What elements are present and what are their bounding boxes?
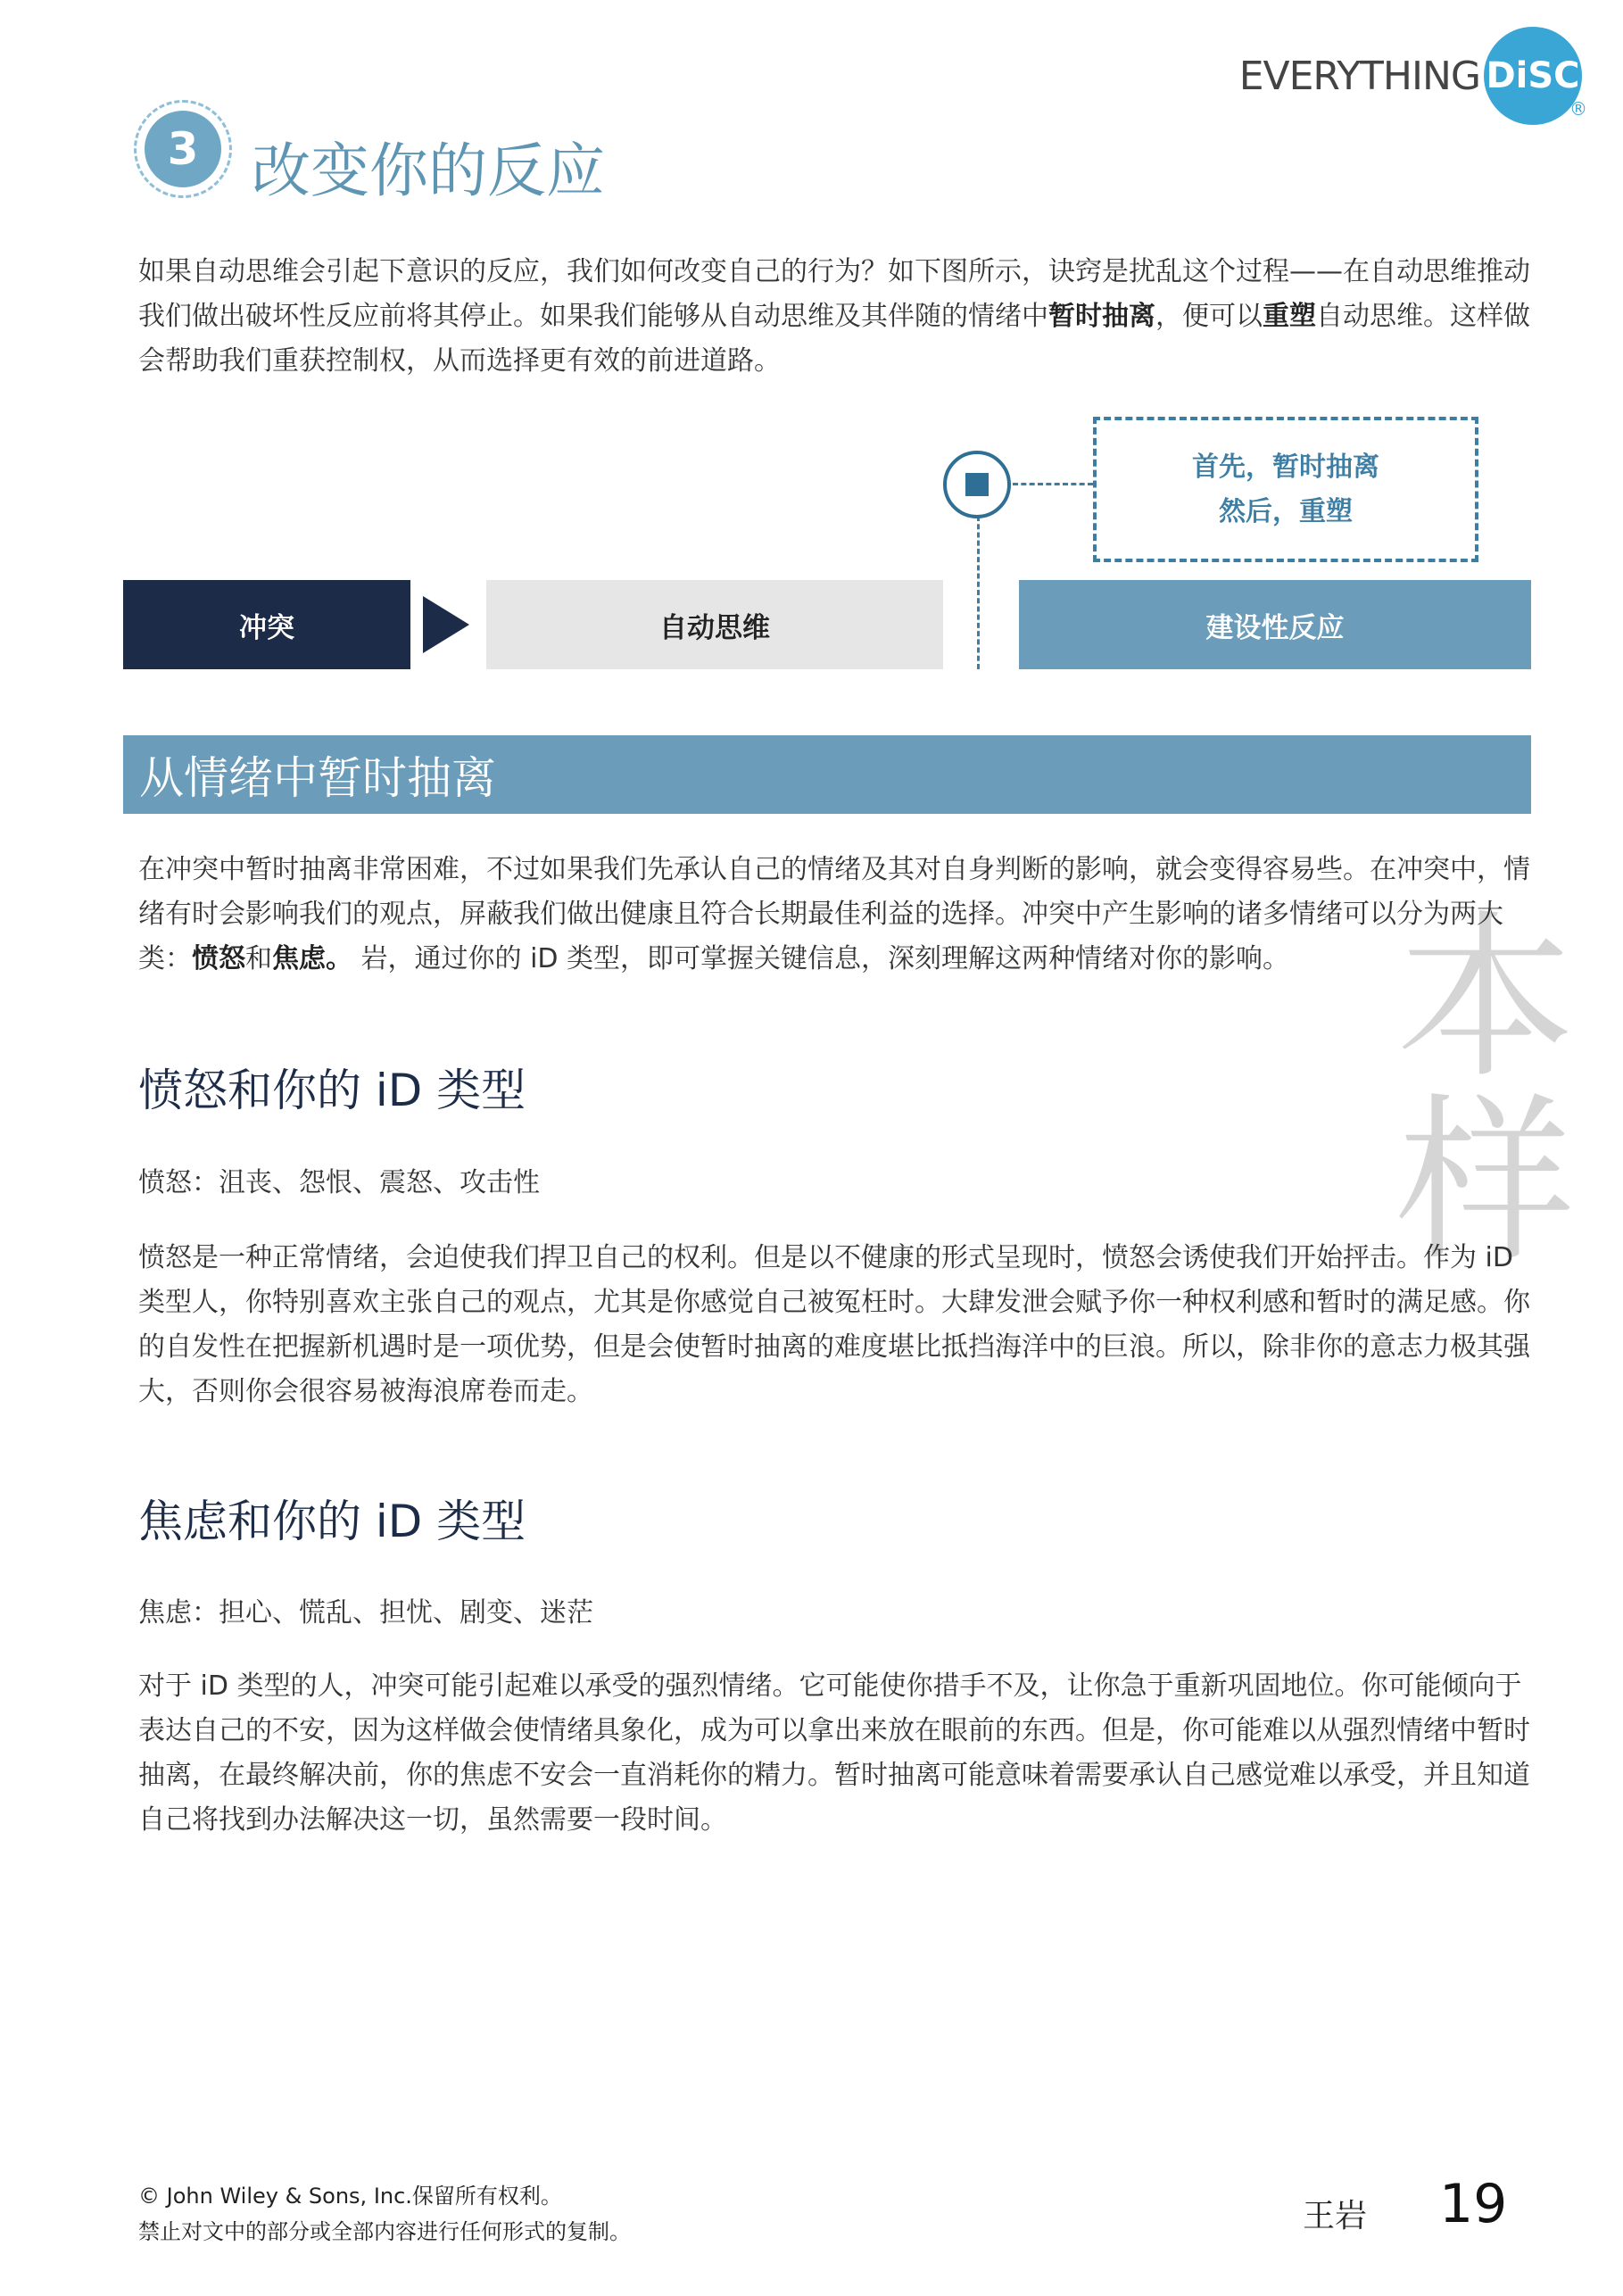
anger-paragraph: 愤怒是一种正常情绪，会迫使我们捍卫自己的权利。但是以不健康的形式呈现时，愤怒会诱使我们开始抨击。作为 iD 类型人，你特别喜欢主张自己的观点，尤其是你感觉自己被冤枉时。大肆发泄会赋予你一种权利感和暂时的满足感。你的自发性在把握新机遇时是一项优势，但是会使暂时抽离的难度堪比抵挡海洋中的巨浪。所以，除非你的意志力极其强大，否则你会很容易被海浪席卷而走。 (138, 1242, 1530, 1407)
anger-emotions: 愤怒：沮丧、怨恨、震怒、攻击性 (138, 1167, 540, 1198)
intro-bold-1: 暂时抽离 (1048, 301, 1155, 332)
watermark-char-2: 样 (1396, 1078, 1576, 1286)
registered-mark: ® (1569, 98, 1587, 120)
anxiety-emotions: 焦虑：担心、慌乱、担忧、剧变、迷茫 (138, 1597, 593, 1629)
page-number: 19 (1439, 2173, 1508, 2235)
body-paragraph (138, 848, 1530, 982)
section-number: 3 (145, 111, 221, 187)
footer-legal (138, 2178, 631, 2250)
body-text-1: 在冲突中暂时抽离非常困难，不过如果我们先承认自己的情绪及其对自身判断的影响，就会变得容易些。在冲突中，情绪有时会影响我们的观点，屏蔽我们做出健康且符合长期最佳利益的选择。冲突中产生影响的诸多情绪可以分为两大类： (138, 854, 1530, 974)
callout-line-1: 首先，暂时抽离 (1192, 451, 1379, 483)
body-text-3: 岩，通过你的 iD 类型，即可掌握关键信息，深刻理解这两种情绪对你的影响。 (352, 943, 1290, 974)
connector-vertical (977, 516, 980, 669)
pause-reframe-callout (1093, 417, 1478, 562)
disc-label: DiSC (1486, 55, 1580, 96)
arrow-right-icon (423, 596, 469, 653)
flow-step-automatic-thought: 自动思维 (486, 580, 943, 669)
callout-line-2: 然后，重塑 (1219, 495, 1353, 527)
body-text-2: 和 (245, 943, 272, 974)
flow-step-conflict: 冲突 (123, 580, 410, 669)
intro-text-2: ，便可以 (1155, 301, 1263, 332)
anger-heading: 愤怒和你的 iD 类型 (138, 1065, 526, 1116)
brand-logo (1238, 27, 1587, 125)
disc-circle (1484, 27, 1582, 125)
body-bold-anger: 愤怒 (192, 943, 245, 974)
page-title: 改变你的反应 (252, 137, 605, 205)
footer-name: 王岩 (1303, 2198, 1368, 2234)
notice-line: 禁止对文中的部分或全部内容进行任何形式的复制。 (138, 2219, 631, 2244)
intro-bold-2: 重塑 (1263, 301, 1316, 332)
body-bold-anxiety: 焦虑。 (272, 943, 352, 974)
stop-square-icon (965, 473, 989, 496)
intro-paragraph (138, 250, 1530, 384)
copyright-line: © John Wiley & Sons, Inc.保留所有权利。 (138, 2184, 562, 2209)
anxiety-heading: 焦虑和你的 iD 类型 (138, 1496, 526, 1547)
intro-text-3: 自动思维。这样做会帮助我们重获控制权，从而选择更有效的前进道路。 (138, 301, 1530, 377)
banner-title: 从情绪中暂时抽离 (139, 752, 496, 804)
section-number-badge (134, 100, 232, 198)
section-banner (123, 735, 1531, 814)
intro-text-1: 如果自动思维会引起下意识的反应，我们如何改变自己的行为？如下图所示，诀窍是扰乱这个过程——在自动思维推动我们做出破坏性反应前将其停止。如果我们能够从自动思维及其伴随的情绪中 (138, 256, 1530, 332)
flow-step-constructive-response: 建设性反应 (1019, 580, 1531, 669)
watermark-char-1: 本 (1396, 895, 1576, 1103)
connector-horizontal (1013, 483, 1093, 485)
stop-icon (943, 451, 1011, 518)
anxiety-paragraph: 对于 iD 类型的人，冲突可能引起难以承受的强烈情绪。它可能使你措手不及，让你急于重新巩固地位。你可能倾向于表达自己的不安，因为这样做会使情绪具象化，成为可以拿出来放在眼前的东西。但是，你可能难以从强烈情绪中暂时抽离，在最终解决前，你的焦虑不安会一直消耗你的精力。暂时抽离可能意味着需要承认自己感觉难以承受，并且知道自己将找到办法解决这一切，虽然需要一段时间。 (138, 1670, 1530, 1836)
brand-wordmark: EVERYTHING (1238, 53, 1480, 99)
